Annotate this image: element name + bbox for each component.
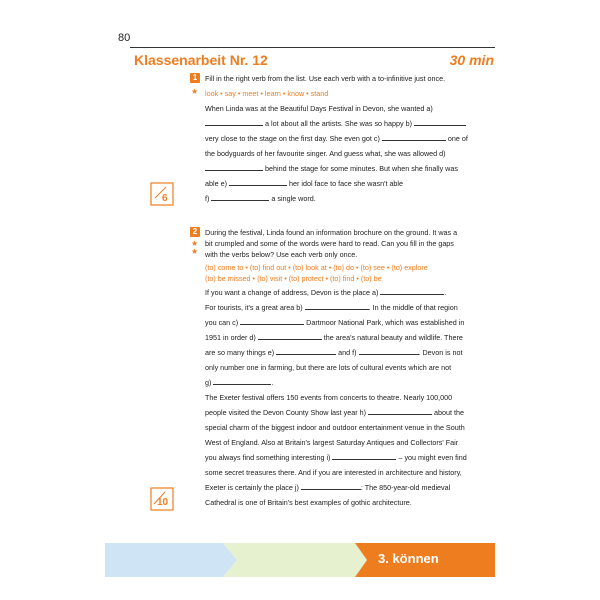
- header-divider: [130, 47, 495, 48]
- exercise-2-score: 10: [157, 497, 169, 508]
- star-icon: ★: [191, 239, 199, 248]
- time-label: 30 min: [449, 52, 494, 68]
- answer-blank[interactable]: [213, 377, 274, 387]
- answer-blank[interactable]: [305, 302, 369, 310]
- instruction-line: with the verbs below? Use each verb only once.: [205, 250, 358, 259]
- text-line: [205, 420, 467, 435]
- verb-item: (to) be missed: [205, 274, 251, 283]
- exercise-2-text: [205, 285, 467, 510]
- answer-blank[interactable]: [382, 133, 446, 141]
- text-segment: only number one in farming, but there are lots of cultural events which are not: [205, 363, 452, 372]
- verb-separator: •: [304, 89, 311, 98]
- text-line: [205, 450, 467, 465]
- text-segment: about the: [432, 408, 464, 417]
- text-segment: f): [205, 194, 212, 203]
- text-line: [205, 146, 468, 161]
- text-segment: Dartmoor National Park, which was established in: [304, 318, 465, 327]
- instruction-line: During the festival, Linda found an information brochure on the ground. It was a: [205, 228, 458, 237]
- text-segment: some secret treasures there. And if you are interested in architecture and history,: [205, 468, 462, 477]
- verb-separator: •: [354, 263, 361, 272]
- text-line: [205, 405, 467, 420]
- text-segment: .: [444, 288, 447, 297]
- text-segment: able e): [205, 179, 229, 188]
- text-line: [205, 285, 467, 300]
- text-segment: one of: [445, 134, 468, 143]
- verb-separator: •: [280, 89, 288, 98]
- text-segment: special charm of the biggest indoor and outdoor entertainment venue in the South: [205, 423, 465, 432]
- text-segment: g): [205, 378, 214, 387]
- verb-separator: •: [354, 274, 361, 283]
- answer-blank[interactable]: [240, 317, 304, 325]
- text-segment: : The 850-year-old medieval: [360, 483, 451, 492]
- answer-blank[interactable]: [229, 178, 287, 186]
- exercise-1-verb-list: [205, 86, 328, 101]
- page-title: Klassenarbeit Nr. 12: [134, 52, 268, 68]
- text-line: [205, 191, 468, 206]
- text-segment: the bodyguards of her favourite singer. And guess what, she was allowed d): [205, 149, 446, 158]
- verb-item: learn: [264, 89, 281, 98]
- answer-blank[interactable]: [380, 287, 447, 297]
- text-segment: . In the middle of that region: [368, 303, 458, 312]
- exercise-1-text: [205, 101, 468, 206]
- text-line: [205, 330, 467, 345]
- text-line: [205, 375, 467, 390]
- star-icon: ★: [191, 247, 199, 256]
- text-segment: you can c): [205, 318, 241, 327]
- text-segment: 1951 in order d): [205, 333, 258, 342]
- verb-item: (to) protect: [288, 274, 324, 283]
- verb-separator: •: [384, 263, 392, 272]
- verb-separator: •: [286, 263, 293, 272]
- verb-separator: •: [323, 274, 331, 283]
- verb-separator: •: [326, 263, 334, 272]
- verb-separator: •: [218, 89, 225, 98]
- text-segment: West of England. Also at Britain's largest Saturday Antiques and Collectors' Fair: [205, 438, 459, 447]
- exercise-2-number: 2: [190, 227, 200, 237]
- answer-blank[interactable]: [205, 118, 263, 126]
- text-line: [205, 435, 467, 450]
- answer-blank[interactable]: [368, 407, 432, 415]
- text-line: [205, 161, 468, 176]
- answer-blank[interactable]: [211, 193, 269, 201]
- text-line: [205, 360, 467, 375]
- text-segment: When Linda was at the Beautiful Days Festival in Devon, she wanted a): [205, 104, 433, 113]
- text-segment: the area's natural beauty and wildlife. There: [321, 333, 463, 342]
- text-line: [205, 480, 467, 495]
- page-number: 80: [118, 32, 131, 44]
- text-segment: Cathedral is one of Britain's best examples of gothic architecture.: [205, 498, 412, 507]
- verb-item: (to) visit: [257, 274, 283, 283]
- text-line: [205, 465, 467, 480]
- verb-separator: •: [235, 89, 243, 98]
- text-segment: and f): [336, 348, 359, 357]
- text-segment: .: [271, 378, 274, 387]
- text-segment: very close to the stage on the first day. She even got c): [205, 134, 382, 143]
- answer-blank[interactable]: [258, 332, 322, 340]
- text-segment: you always find something interesting i): [205, 453, 333, 462]
- answer-blank[interactable]: [276, 347, 336, 355]
- verb-item: (to) look at: [292, 263, 327, 272]
- verb-separator: •: [258, 89, 265, 98]
- answer-blank[interactable]: [301, 482, 361, 490]
- verb-item: (to) come to: [205, 263, 244, 272]
- text-segment: a single word.: [269, 194, 316, 203]
- text-line: [205, 495, 467, 510]
- text-segment: For tourists, it's a great area b): [205, 303, 305, 312]
- text-segment: – you might even find: [396, 453, 467, 462]
- verb-item: look: [205, 89, 219, 98]
- answer-blank[interactable]: [332, 452, 396, 460]
- verb-separator: •: [282, 274, 289, 283]
- verb-item: know: [287, 89, 305, 98]
- text-segment: . Devon is not: [418, 348, 463, 357]
- text-line: [205, 101, 468, 116]
- verb-item: (to) find out: [249, 263, 287, 272]
- exercise-1-instruction: Fill in the right verb from the list. Use each verb with a to-infinitive just once.: [205, 74, 446, 83]
- text-segment: are so many things e): [205, 348, 277, 357]
- exercise-2-verb-list-cont: [205, 271, 382, 286]
- verb-item: (to) see: [360, 263, 385, 272]
- text-segment: a lot about all the artists. She was so happy b): [263, 119, 415, 128]
- verb-item: meet: [242, 89, 259, 98]
- footer-label: 3. können: [378, 551, 439, 566]
- exercise-1-number: 1: [190, 73, 200, 83]
- text-segment: people visited the Devon County Show last year h): [205, 408, 369, 417]
- verb-item: (to) explore: [391, 263, 428, 272]
- text-segment: her idol face to face she wasn't able: [286, 179, 404, 188]
- text-line: [205, 315, 467, 330]
- exercise-1-score: 6: [162, 193, 168, 204]
- verb-separator: •: [243, 263, 250, 272]
- answer-blank[interactable]: [205, 163, 263, 171]
- verb-item: say: [224, 89, 236, 98]
- verb-separator: •: [250, 274, 258, 283]
- answer-blank[interactable]: [414, 118, 466, 126]
- text-segment: Exeter is certainly the place j): [205, 483, 301, 492]
- text-line: [205, 345, 467, 360]
- text-line: [205, 176, 468, 191]
- text-line: [205, 116, 468, 131]
- verb-item: (to) be: [360, 274, 382, 283]
- text-segment: If you want a change of address, Devon is the place a): [205, 288, 381, 297]
- answer-blank[interactable]: [359, 347, 419, 355]
- verb-item: stand: [310, 89, 329, 98]
- exercise-2-instruction: [205, 227, 457, 260]
- text-line: [205, 390, 467, 405]
- text-line: [205, 300, 467, 315]
- text-segment: The Exeter festival offers 150 events from concerts to theatre. Nearly 100,000: [205, 393, 453, 402]
- verb-item: (to) do: [333, 263, 355, 272]
- star-icon: ★: [191, 87, 199, 96]
- text-line: [205, 131, 468, 146]
- text-segment: behind the stage for some minutes. But when she finally was: [263, 164, 458, 173]
- instruction-line: bit crumpled and some of the words were hard to read. Can you fill in the gaps: [205, 239, 454, 248]
- verb-item: (to) find: [330, 274, 355, 283]
